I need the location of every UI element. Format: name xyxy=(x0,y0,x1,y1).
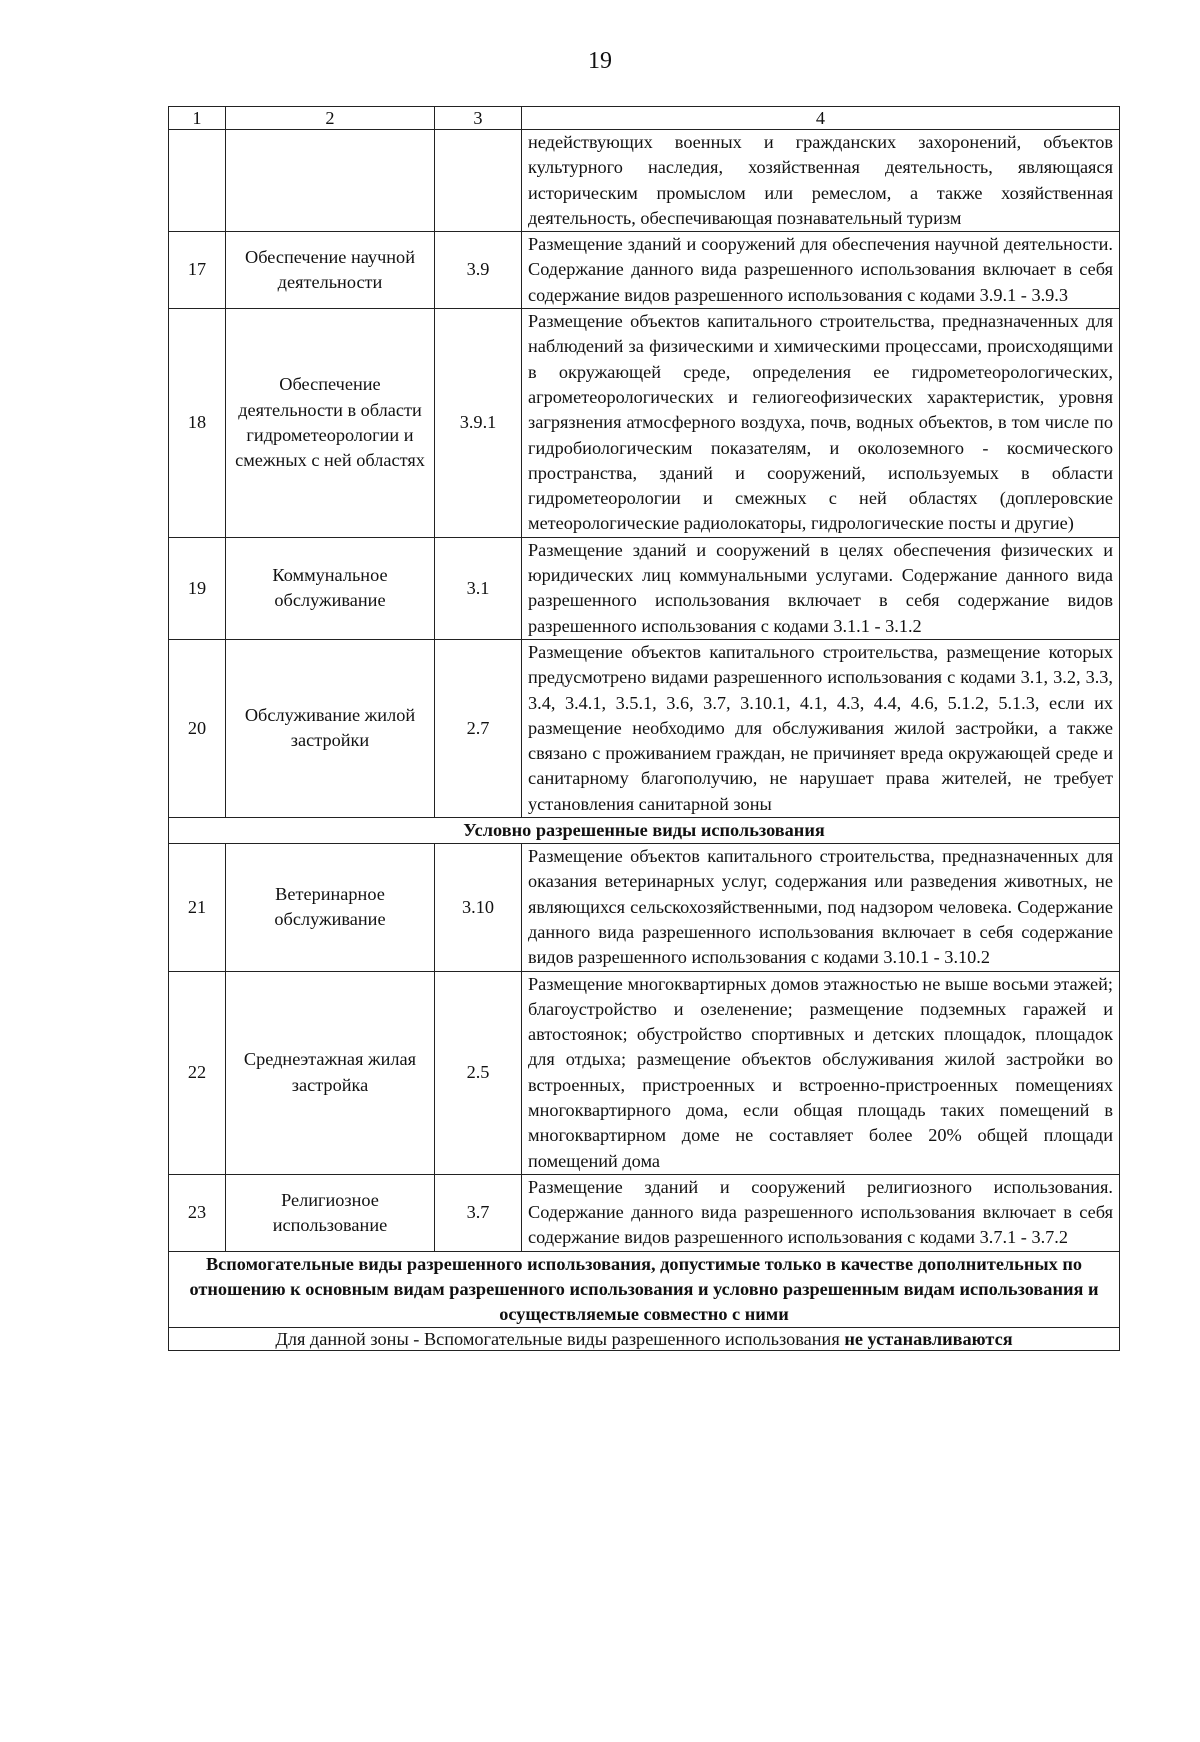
row-number: 17 xyxy=(169,232,226,309)
row-number: 19 xyxy=(169,537,226,639)
header-col-2: 2 xyxy=(226,107,435,130)
use-code: 3.9.1 xyxy=(435,309,522,538)
use-code: 3.7 xyxy=(435,1174,522,1251)
use-code: 3.1 xyxy=(435,537,522,639)
table-row xyxy=(169,639,1120,817)
table-row xyxy=(169,844,1120,971)
use-code: 2.7 xyxy=(435,639,522,817)
table-row xyxy=(169,971,1120,1174)
use-name: Религиозное использование xyxy=(226,1174,435,1251)
use-code: 3.9 xyxy=(435,232,522,309)
use-description: Размещение объектов капитального строительства, предназначенных для наблюдений за физическими и химическими процессами, происходящими в окружающей среде, определения ее гидрометеорологических, агрометеорологических и гелиогеофизических характеристик, уровня загрязнения атмосферного воздуха, почв, водных объектов, в том числе по гидробиологическим показателям, и околоземного - космического пространства, зданий и сооружений, используемых в области гидрометеорологии и смежных с ней областях (доплеровские метеорологические радиолокаторы, гидрологические посты и другие) xyxy=(522,309,1120,538)
footnote-text: Для данной зоны - Вспомогательные виды разрешенного использования xyxy=(275,1328,845,1349)
use-name: Ветеринарное обслуживание xyxy=(226,844,435,971)
section-heading-conditional: Условно разрешенные виды использования xyxy=(169,818,1120,844)
row-number: 21 xyxy=(169,844,226,971)
table-row xyxy=(169,1174,1120,1251)
use-description: Размещение многоквартирных домов этажностью не выше восьми этажей; благоустройство и озеленение; размещение подземных гаражей и автостоянок; обустройство спортивных и детских площадок, площадок для отдыха; размещение объектов обслуживания жилой застройки во встроенных, пристроенных и встроенно-пристроенных помещениях многоквартирного дома, если общая площадь таких помещений в многоквартирном доме не составляет более 20% общей площади помещений дома xyxy=(522,971,1120,1174)
use-name: Коммунальное обслуживание xyxy=(226,537,435,639)
table-header-row xyxy=(169,107,1120,130)
row-number: 22 xyxy=(169,971,226,1174)
use-description: Размещение объектов капитального строительства, предназначенных для оказания ветеринарных услуг, содержания или разведения животных, не являющихся сельскохозяйственными, под надзором человека. Содержание данного вида разрешенного использования включает в себя содержание видов разрешенного использования с кодами 3.10.1 - 3.10.2 xyxy=(522,844,1120,971)
use-code: 3.10 xyxy=(435,844,522,971)
use-description: Размещение объектов капитального строительства, размещение которых предусмотрено видами разрешенного использования с кодами 3.1, 3.2, 3.3, 3.4, 3.4.1, 3.5.1, 3.6, 3.7, 3.10.1, 4.1, 4.3, 4.4, 4.6, 5.1.2, 5.1.3, если их размещение необходимо для обслуживания жилой застройки, а также связано с проживанием граждан, не причиняет вреда окружающей среде и санитарному благополучию, не нарушает права жителей, не требует установления санитарной зоны xyxy=(522,639,1120,817)
cell-empty xyxy=(435,130,522,232)
land-use-table xyxy=(168,106,1120,1351)
use-description: Размещение зданий и сооружений религиозного использования. Содержание данного вида разрешенного использования включает в себя содержание видов разрешенного использования с кодами 3.7.1 - 3.7.2 xyxy=(522,1174,1120,1251)
use-description: Размещение зданий и сооружений для обеспечения научной деятельности. Содержание данного вида разрешенного использования включает в себя содержание видов разрешенного использования с кодами 3.9.1 - 3.9.3 xyxy=(522,232,1120,309)
use-name: Обеспечение деятельности в области гидрометеорологии и смежных с ней областях xyxy=(226,309,435,538)
section-heading-row xyxy=(169,1251,1120,1327)
footnote-row xyxy=(169,1327,1120,1350)
cell-empty xyxy=(226,130,435,232)
row-number: 20 xyxy=(169,639,226,817)
use-name: Обеспечение научной деятельности xyxy=(226,232,435,309)
table-row xyxy=(169,309,1120,538)
use-description: Размещение зданий и сооружений в целях обеспечения физических и юридических лиц коммунальными услугами. Содержание данного вида разрешенного использования включает в себя содержание видов разрешенного использования с кодами 3.1.1 - 3.1.2 xyxy=(522,537,1120,639)
use-name: Обслуживание жилой застройки xyxy=(226,639,435,817)
cell-empty xyxy=(169,130,226,232)
table-row-continuation xyxy=(169,130,1120,232)
header-col-3: 3 xyxy=(435,107,522,130)
row-number: 18 xyxy=(169,309,226,538)
footnote-cell xyxy=(169,1327,1120,1350)
table-row xyxy=(169,232,1120,309)
footnote-emphasis: не устанавливаются xyxy=(844,1328,1013,1349)
continuation-description: недействующих военных и гражданских захоронений, объектов культурного наследия, хозяйственная деятельность, являющаяся историческим промыслом или ремеслом, а также хозяйственная деятельность, обеспечивающая познавательный туризм xyxy=(522,130,1120,232)
row-number: 23 xyxy=(169,1174,226,1251)
header-col-1: 1 xyxy=(169,107,226,130)
use-code: 2.5 xyxy=(435,971,522,1174)
section-heading-row xyxy=(169,818,1120,844)
page-number: 19 xyxy=(588,48,612,74)
use-name: Среднеэтажная жилая застройка xyxy=(226,971,435,1174)
table-row xyxy=(169,537,1120,639)
section-heading-auxiliary: Вспомогательные виды разрешенного использования, допустимые только в качестве дополнительных по отношению к основным видам разрешенного использования и условно разрешенным видам использования и осуществляемые совместно с ними xyxy=(169,1251,1120,1327)
header-col-4: 4 xyxy=(522,107,1120,130)
